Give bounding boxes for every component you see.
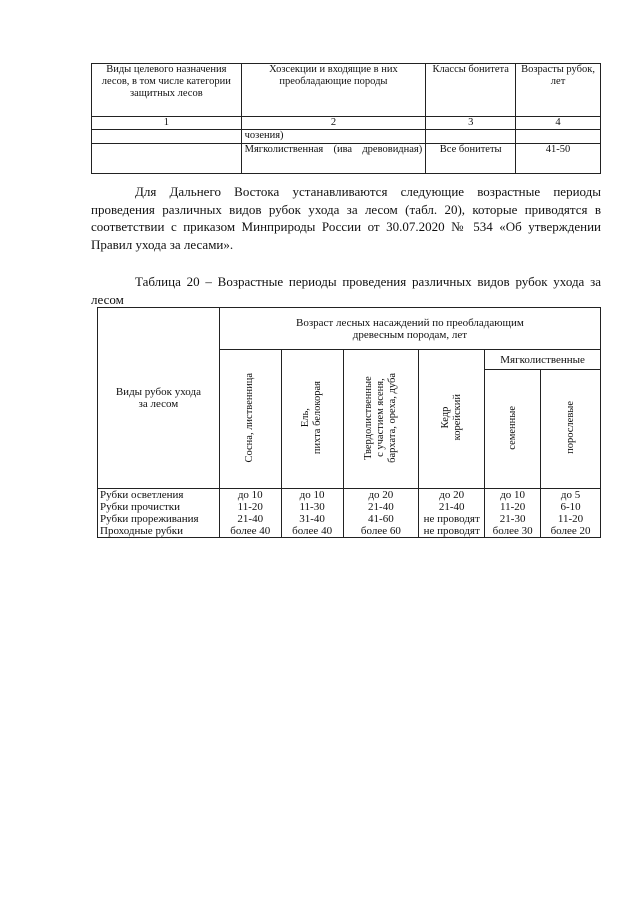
table1-cell: Все бонитеты: [426, 144, 516, 174]
table-cell: до 20: [419, 489, 485, 502]
forest-purpose-table: [91, 63, 601, 174]
table-caption: Таблица 20 – Возрастные периоды проведения различных видов рубок ухода за лесом: [91, 274, 601, 307]
table2-col-coppice: порослевые: [541, 370, 601, 489]
table2-soft-header: Мягколиственные: [485, 350, 601, 370]
table-cell: до 10: [219, 489, 281, 502]
table1-colnum: 3: [426, 117, 516, 130]
row-label: Рубки осветления: [98, 489, 220, 502]
table-cell: 31-40: [281, 513, 343, 525]
table-cell: 21-40: [343, 501, 419, 513]
row-label: Проходные рубки: [98, 525, 220, 538]
table1-cell: [516, 130, 601, 144]
table1-header-purpose: Виды целевого назначения лесов, в том числе категории защитных лесов: [92, 64, 242, 117]
table-cell: до 20: [343, 489, 419, 502]
table1-cell: 41-50: [516, 144, 601, 174]
table-row: [98, 489, 601, 502]
table1-colnum: 4: [516, 117, 601, 130]
table1-header-ages: Возрасты рубок, лет: [516, 64, 601, 117]
table-row: [98, 513, 601, 525]
table-cell: более 20: [541, 525, 601, 538]
row-label: Рубки прореживания: [98, 513, 220, 525]
table-cell: до 10: [485, 489, 541, 502]
table-cell: 21-40: [219, 513, 281, 525]
table-cell: 11-30: [281, 501, 343, 513]
table-cell: 41-60: [343, 513, 419, 525]
table-cell: более 40: [219, 525, 281, 538]
table2-col-spruce: Ель, пихта белокорая: [281, 350, 343, 489]
table2-col-pine: Сосна, лиственница: [219, 350, 281, 489]
table2-col-hardwood: Твердолиственные с участием ясеня, бархата, ореха, дуба: [343, 350, 419, 489]
table1-cell: [92, 130, 242, 144]
table1-header-bonitet: Классы бонитета: [426, 64, 516, 117]
table2-col-cedar: Кедр корейский: [419, 350, 485, 489]
table-cell: 21-40: [419, 501, 485, 513]
table1-header-sections: Хозсекции и входящие в них преобладающие породы: [241, 64, 426, 117]
table2-col-seed: семенные: [485, 370, 541, 489]
table-cell: более 30: [485, 525, 541, 538]
table-cell: до 10: [281, 489, 343, 502]
table1-cell: [92, 144, 242, 174]
table-cell: не проводят: [419, 513, 485, 525]
table-cell: более 40: [281, 525, 343, 538]
table-cell: 6-10: [541, 501, 601, 513]
table1-colnum: 2: [241, 117, 426, 130]
table1-cell: Мягколиственная (ива древовидная): [241, 144, 426, 174]
table2-row-header: Виды рубок ухода за лесом: [98, 308, 220, 489]
row-label: Рубки прочистки: [98, 501, 220, 513]
table-cell: более 60: [343, 525, 419, 538]
table-cell: 11-20: [541, 513, 601, 525]
table-cell: 21-30: [485, 513, 541, 525]
table-cell: до 5: [541, 489, 601, 502]
thinning-age-table: [97, 307, 601, 538]
table-row: [98, 525, 601, 538]
table-row: [98, 501, 601, 513]
table-cell: не проводят: [419, 525, 485, 538]
table1-colnum: 1: [92, 117, 242, 130]
table1-cell: чозения): [241, 130, 426, 144]
table-cell: 11-20: [219, 501, 281, 513]
body-paragraph: Для Дальнего Востока устанавливаются следующие возрастные периоды проведения различных видов рубок ухода за лесом (табл. 20), которые приводятся в соответствии с приказом Минприроды России от 30.07.2020 № 534 «Об утверждении Правил ухода за лесами».: [91, 184, 601, 252]
table2-group-header: Возраст лесных насаждений по преобладающим древесным породам, лет: [219, 308, 600, 350]
table1-cell: [426, 130, 516, 144]
table-cell: 11-20: [485, 501, 541, 513]
